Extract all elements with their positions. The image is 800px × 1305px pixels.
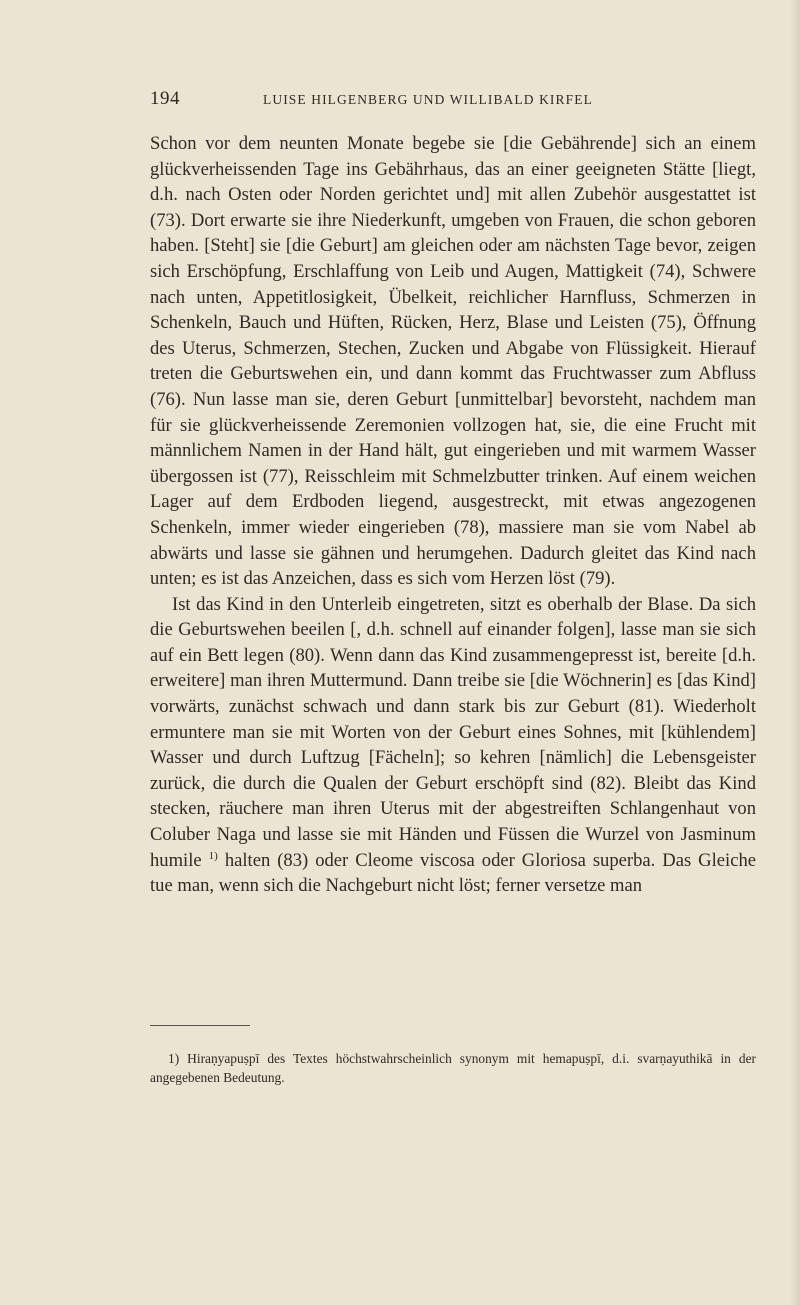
page-edge: [790, 0, 800, 1305]
running-title: LUISE HILGENBERG UND WILLIBALD KIRFEL: [263, 92, 593, 107]
paragraph-2-text: Ist das Kind in den Unterleib eingetreten, sitzt es oberhalb der Blase. Da sich die Geburtswehen beeilen [, d.h. schnell auf einander folgen], lasse man sie sich auf ein Bett legen (80). Wenn dann das Kind zusammengepresst ist, bereite [d.h. erweitere] man ihren Muttermund. Dann treibe sie [die Wöchnerin] es [das Kind] vorwärts, zunächst schwach und dann stark bis zur Geburt (81). Wiederholt ermuntere man sie mit Worten von der Geburt eines Sohnes, mit [kühlendem] Wasser und durch Luftzug [Fächeln]; so kehren [nämlich] die Lebensgeister zurück, die durch die Qualen der Geburt erschöpft sind (82). Bleibt das Kind stecken, räuchere man ihren Uterus mit der abgestreiften Schlangenhaut von Coluber Naga und lasse sie mit Händen und Füssen die Wurzel von Jasminum humile: [150, 593, 756, 871]
paragraph-2-continuation: halten (83) oder Cleome viscosa oder Gloriosa superba. Das Gleiche tue man, wenn sich die Nachgeburt nicht löst; ferner versetze man: [150, 849, 757, 897]
paragraph-2: [150, 592, 756, 899]
footnote: 1) Hiraṇyapuṣpī des Textes höchstwahrscheinlich synonym mit hemapuṣpī, d.i. svarṇayuthikā in der angegebenen Bedeutung.: [150, 1051, 756, 1085]
footnote-divider: [150, 1025, 250, 1026]
body-text: [150, 131, 756, 899]
paragraph-1: Schon vor dem neunten Monate begebe sie [die Gebährende] sich an einem glückverheissenden Tage ins Gebährhaus, das an einer geeigneten Stätte [liegt, d.h. nach Osten oder Norden gerichtet und] mit allen Zubehör ausgestattet ist (73). Dort erwarte sie ihre Niederkunft, umgeben von Frauen, die schon geboren haben. [Steht] sie [die Geburt] am gleichen oder am nächsten Tage bevor, zeigen sich Erschöpfung, Erschlaffung von Leib und Augen, Mattigkeit (74), Schwere nach unten, Appetitlosigkeit, Übelkeit, reichlicher Harnfluss, Schmerzen in Schenkeln, Bauch und Hüften, Rücken, Herz, Blase und Leisten (75), Öffnung des Uterus, Schmerzen, Stechen, Zucken und Abgabe von Flüssigkeit. Hierauf treten die Geburtswehen ein, und dann kommt das Fruchtwasser zum Abfluss (76). Nun lasse man sie, deren Geburt [unmittelbar] bevorsteht, nachdem man für sie glückverheissende Zeremonien vollzogen hat, sie, die eine Frucht mit männlichem Namen in der Hand hält, gut eingerieben und mit warmem Wasser übergossen ist (77), Reisschleim mit Schmelzbutter trinken. Auf einem weichen Lager auf dem Erdboden liegend, ausgestreckt, mit etwas angezogenen Schenkeln, immer wieder eingerieben (78), massiere man sie vom Nabel ab abwärts und lasse sie gähnen und herumgehen. Dadurch gleitet das Kind nach unten; es ist das Anzeichen, dass es sich vom Herzen löst (79).: [150, 133, 756, 590]
page-number: 194: [150, 88, 180, 109]
footnote-reference: 1): [208, 849, 218, 862]
running-head: [150, 88, 650, 116]
